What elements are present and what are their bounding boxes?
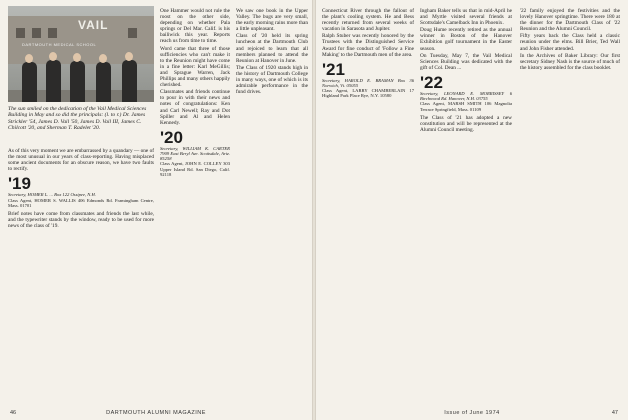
class-secretary: Secretary, HAROLD E. BRAMAN Box 36 Norwich, Vt. 05055 [322,77,414,88]
class-header [160,129,230,177]
paragraph: '22 family enjoyed the festivities and the lovely Hanover springtime. There were 180 at the dinner for the Dartmouth Class of '22 Reunion and the Alumni Council. [520,8,620,33]
class-header [8,175,154,208]
person-figure [122,60,137,102]
paragraph: Fifty years back the Class held a classic reunion under the elms. Bill Brier, Ted Wall and John Fisher attended. [520,33,620,52]
person-head [49,52,57,61]
paragraph: Connecticut River through the fallout of the plant's cooling system. He and Bess recently returned from several weeks of vacation in Sarasota and Jupiter. [322,8,414,33]
running-head: DARTMOUTH ALUMNI MAGAZINE [106,410,206,416]
person-head [125,52,133,61]
left-column-2 [160,8,230,180]
class-agent: Class Agent, HOMER S. WALLIS 406 Edmonds Rd. Framingham Centre, Mass. 01701 [8,197,154,208]
person-figure [22,62,37,102]
running-head: Issue of June 1974 [444,410,500,416]
page-number: 46 [10,410,17,416]
paragraph: Ingham Baker tells us that in mid-April he and Myrtle visited several friends at Scottsdale's Camelback Inn in Phoenix. [420,8,512,27]
paragraph: The Class of 1920 stands high in the history of Dartmouth College in many ways, one of which is its admirable performance in the fund drives. [236,64,308,96]
paragraph: Brief notes have come from classmates and friends the last while, and the typewriter stands by the window, ready to be used for more news of the class of '19. [8,210,154,230]
left-column-3 [236,8,308,96]
person-head [99,54,107,63]
right-column-2 [420,8,512,134]
left-page [0,0,312,420]
person-head [25,54,33,63]
class-agent: Class Agent, LARRY CHAMBERLAIN 17 Highland Park Place Rye, N.Y. 10580 [322,88,414,99]
class-header [322,61,414,99]
person-figure [46,60,61,102]
paragraph: Doug Hume recently retired as the annual winner in Boston of the Hanover Exhibition golf tournament in the Easter season. [420,27,512,52]
class-agent: Class Agent, JOHN E. COLLEY 303 Upper Island Rd. San Diego, Calif. 92118 [160,161,230,177]
paragraph: We saw one book in the Upper Valley. The bugs are very small, the early morning rains more than a little unpleasant. [236,8,308,33]
paragraph: Ralph Stuber was recently honored by the Trustees with the Distinguished Service Award for fine conduct of 'Follow a Fine Making' to the Dartmouth men of the area. [322,33,414,58]
class-year: '19 [8,174,31,194]
class-agent: Class Agent, MARSH SMITH 106 Magnolia Terrace Springfield, Mass. 01109 [420,101,512,112]
paragraph: Classmates and friends continue to pour in with their news and notes of congratulations: Ken and Carl Newell; Ray and Dot Spiller and Al and Helen Kennedy. [160,89,230,126]
window [16,28,25,38]
right-footer [316,408,628,416]
class-secretary: Secretary, WILLIAM K. CARTER 7909 East Beryl Ave. Scottsdale, Ariz. 85258 [160,145,230,162]
paragraph: One Hammer would not rule the roost on the other side, depending on whether Pala springs or Del Mar. Calif. is his bailiwick this year. Reports reach us from time to time. [160,8,230,45]
right-column-1 [322,8,414,102]
paragraph: In the Archives of Baker Library: Our first secretary Sidney Nash is the source of much of the history assembled for the class booklet. [520,52,620,71]
class-header [420,74,512,112]
right-column-3 [520,8,620,72]
photo-caption: The sun smiled on the dedication of the Vail Medical Sciences Building in May and so did the principals: (l. to r.) Dr. James Strickler '54, James D. Vail '50, James D. Vail III, James C. Chilcott '20, and Sherman T. Radelet '20. [8,106,147,132]
paragraph: Word came that three of those sufficiencies who can't make it to the Reunion might have come in a fine letter: Karl MeGillis; and Sprague Warren, Jack Phillips and many others happily cherished. [160,45,230,89]
window [128,28,137,38]
dedication-photo [8,6,154,102]
class-year: '20 [160,127,183,147]
class-secretary: Secretary, LEONARD E. MORRISSEY 6 Birchwood Rd. Hanover, N.H. 03755 [420,90,512,102]
paragraph: Class of '20 held its spring luncheon at the Dartmouth Club and rejoiced to learn that all members planned to attend the Reunion at Hanover in June. [236,33,308,64]
person-head [73,53,81,62]
right-page [316,0,628,420]
building-sign-text: DARTMOUTH MEDICAL SCHOOL [22,42,97,47]
window [32,28,41,38]
window [48,28,57,38]
class-year: '21 [322,59,345,79]
paragraph: As of this very moment we are embarrassed by a quandary — one of the most unusual in our years of class-reporting. Having misplaced some ancient documents for an obscure reason, we have two faults to rectify. [8,148,154,173]
paragraph: On Tuesday, May 7, the Vail Medical Sciences Building was dedicated with the gift of Col. Dean ... [420,52,512,71]
left-column-1 [8,148,154,230]
class-year: '22 [420,72,443,92]
person-figure [70,61,85,102]
class-secretary: Secretary, HOMER L. ... Box 122 Ossipee, N.H. [8,192,96,198]
person-figure [96,62,111,102]
paragraph: The Class of '21 has adopted a new constitution and will be represented at the Alumni Council meeting. [420,114,512,133]
building-name-text: VAIL [78,18,109,32]
page-number: 47 [611,410,618,416]
left-footer [0,408,312,416]
